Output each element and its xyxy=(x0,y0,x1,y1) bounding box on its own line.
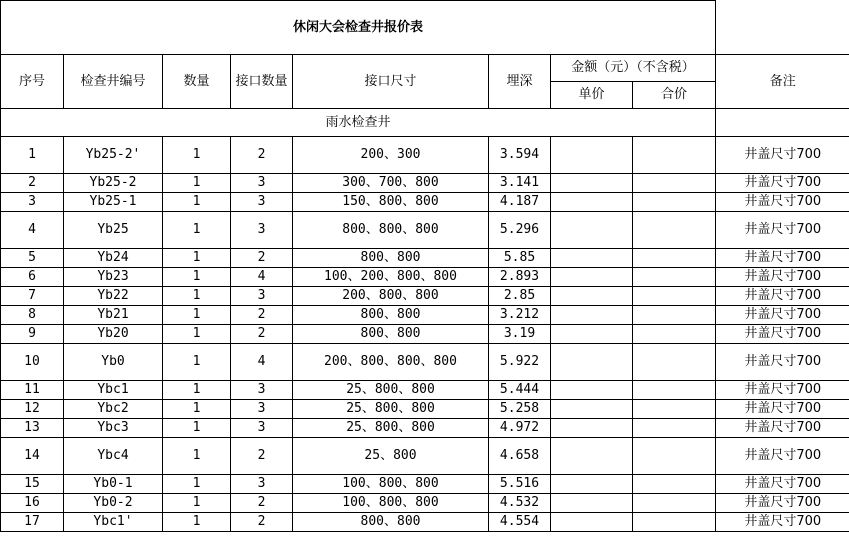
section-label: 雨水检查井 xyxy=(1,109,716,137)
header-depth: 埋深 xyxy=(489,55,551,109)
row-total-price[interactable] xyxy=(633,438,716,475)
row-total-price[interactable] xyxy=(633,400,716,419)
row-port-size[interactable]: 100、800、800 xyxy=(293,475,489,494)
row-remark[interactable]: 井盖尺寸700 xyxy=(716,344,849,381)
row-port-size[interactable]: 25、800 xyxy=(293,438,489,475)
row-remark[interactable]: 井盖尺寸700 xyxy=(716,306,849,325)
row-qty[interactable]: 1 xyxy=(163,381,231,400)
row-qty[interactable]: 1 xyxy=(163,400,231,419)
row-code[interactable]: Ybc4 xyxy=(64,438,163,475)
row-port-size[interactable]: 100、800、800 xyxy=(293,494,489,513)
empty-cell[interactable] xyxy=(716,109,849,137)
row-qty[interactable]: 1 xyxy=(163,494,231,513)
row-depth[interactable]: 3.594 xyxy=(489,137,551,174)
row-total-price[interactable] xyxy=(633,325,716,344)
row-code[interactable]: Yb20 xyxy=(64,325,163,344)
row-port-size[interactable]: 800、800、800 xyxy=(293,212,489,249)
header-port-qty: 接口数量 xyxy=(231,55,293,109)
row-port-qty[interactable]: 2 xyxy=(231,438,293,475)
row-remark[interactable]: 井盖尺寸700 xyxy=(716,513,849,532)
row-seq[interactable]: 7 xyxy=(1,287,64,306)
row-remark[interactable]: 井盖尺寸700 xyxy=(716,193,849,212)
row-qty[interactable]: 1 xyxy=(163,344,231,381)
row-port-qty[interactable]: 4 xyxy=(231,268,293,287)
row-remark[interactable]: 井盖尺寸700 xyxy=(716,381,849,400)
row-total-price[interactable] xyxy=(633,306,716,325)
row-total-price[interactable] xyxy=(633,513,716,532)
row-qty[interactable]: 1 xyxy=(163,325,231,344)
row-depth[interactable]: 2.85 xyxy=(489,287,551,306)
header-total-price: 合价 xyxy=(633,82,716,109)
row-seq[interactable]: 15 xyxy=(1,475,64,494)
title-row xyxy=(1,1,849,55)
row-unit-price[interactable] xyxy=(551,137,633,174)
row-qty[interactable]: 1 xyxy=(163,212,231,249)
row-remark[interactable]: 井盖尺寸700 xyxy=(716,268,849,287)
header-row-1 xyxy=(1,55,849,82)
row-port-size[interactable]: 200、800、800 xyxy=(293,287,489,306)
row-port-qty[interactable]: 3 xyxy=(231,212,293,249)
row-code[interactable]: Yb23 xyxy=(64,268,163,287)
row-port-qty[interactable]: 2 xyxy=(231,137,293,174)
row-seq[interactable]: 2 xyxy=(1,174,64,193)
row-seq[interactable]: 3 xyxy=(1,193,64,212)
row-port-size[interactable]: 200、300 xyxy=(293,137,489,174)
table-row xyxy=(1,249,849,268)
row-total-price[interactable] xyxy=(633,137,716,174)
row-qty[interactable]: 1 xyxy=(163,249,231,268)
row-seq[interactable]: 13 xyxy=(1,419,64,438)
row-port-qty[interactable]: 3 xyxy=(231,400,293,419)
row-qty[interactable]: 1 xyxy=(163,268,231,287)
row-port-qty[interactable]: 2 xyxy=(231,494,293,513)
row-code[interactable]: Yb25-2' xyxy=(64,137,163,174)
row-qty[interactable]: 1 xyxy=(163,438,231,475)
row-depth[interactable]: 4.972 xyxy=(489,419,551,438)
row-total-price[interactable] xyxy=(633,287,716,306)
row-unit-price[interactable] xyxy=(551,287,633,306)
row-unit-price[interactable] xyxy=(551,344,633,381)
table-row xyxy=(1,438,849,475)
row-unit-price[interactable] xyxy=(551,513,633,532)
row-seq[interactable]: 10 xyxy=(1,344,64,381)
table-row xyxy=(1,325,849,344)
table-row xyxy=(1,137,849,174)
row-depth[interactable]: 2.893 xyxy=(489,268,551,287)
row-unit-price[interactable] xyxy=(551,475,633,494)
row-depth[interactable]: 4.554 xyxy=(489,513,551,532)
row-unit-price[interactable] xyxy=(551,325,633,344)
row-remark[interactable]: 井盖尺寸700 xyxy=(716,325,849,344)
row-total-price[interactable] xyxy=(633,174,716,193)
row-total-price[interactable] xyxy=(633,419,716,438)
table-row xyxy=(1,494,849,513)
row-qty[interactable]: 1 xyxy=(163,306,231,325)
row-code[interactable]: Yb24 xyxy=(64,249,163,268)
row-depth[interactable]: 5.516 xyxy=(489,475,551,494)
row-unit-price[interactable] xyxy=(551,494,633,513)
row-unit-price[interactable] xyxy=(551,438,633,475)
row-port-qty[interactable]: 3 xyxy=(231,287,293,306)
row-unit-price[interactable] xyxy=(551,306,633,325)
row-unit-price[interactable] xyxy=(551,381,633,400)
row-port-qty[interactable]: 2 xyxy=(231,325,293,344)
row-qty[interactable]: 1 xyxy=(163,419,231,438)
row-total-price[interactable] xyxy=(633,475,716,494)
row-port-qty[interactable]: 3 xyxy=(231,174,293,193)
row-remark[interactable]: 井盖尺寸700 xyxy=(716,419,849,438)
row-seq[interactable]: 12 xyxy=(1,400,64,419)
header-remark: 备注 xyxy=(716,55,849,109)
row-code[interactable]: Ybc1' xyxy=(64,513,163,532)
row-depth[interactable]: 5.444 xyxy=(489,381,551,400)
header-code: 检查井编号 xyxy=(64,55,163,109)
row-code[interactable]: Yb22 xyxy=(64,287,163,306)
row-code[interactable]: Yb21 xyxy=(64,306,163,325)
section-row xyxy=(1,109,849,137)
table-row xyxy=(1,381,849,400)
row-port-qty[interactable]: 4 xyxy=(231,344,293,381)
row-total-price[interactable] xyxy=(633,344,716,381)
row-depth[interactable]: 3.141 xyxy=(489,174,551,193)
row-unit-price[interactable] xyxy=(551,174,633,193)
table-row xyxy=(1,193,849,212)
row-qty[interactable]: 1 xyxy=(163,174,231,193)
header-amount: 金额（元）（不含税） xyxy=(551,55,716,82)
row-port-size[interactable]: 150、800、800 xyxy=(293,193,489,212)
table-row xyxy=(1,212,849,249)
row-code[interactable]: Ybc1 xyxy=(64,381,163,400)
table-row xyxy=(1,400,849,419)
row-unit-price[interactable] xyxy=(551,212,633,249)
row-qty[interactable]: 1 xyxy=(163,137,231,174)
row-total-price[interactable] xyxy=(633,249,716,268)
row-seq[interactable]: 11 xyxy=(1,381,64,400)
row-unit-price[interactable] xyxy=(551,249,633,268)
row-port-qty[interactable]: 3 xyxy=(231,381,293,400)
row-port-size[interactable]: 800、800 xyxy=(293,513,489,532)
row-seq[interactable]: 8 xyxy=(1,306,64,325)
row-depth[interactable]: 5.296 xyxy=(489,212,551,249)
row-depth[interactable]: 3.212 xyxy=(489,306,551,325)
row-seq[interactable]: 1 xyxy=(1,137,64,174)
row-code[interactable]: Yb25-1 xyxy=(64,193,163,212)
row-remark[interactable]: 井盖尺寸700 xyxy=(716,438,849,475)
row-seq[interactable]: 4 xyxy=(1,212,64,249)
row-port-qty[interactable]: 3 xyxy=(231,419,293,438)
row-total-price[interactable] xyxy=(633,268,716,287)
row-total-price[interactable] xyxy=(633,193,716,212)
row-total-price[interactable] xyxy=(633,381,716,400)
row-seq[interactable]: 17 xyxy=(1,513,64,532)
row-port-size[interactable]: 800、800 xyxy=(293,306,489,325)
header-port-size: 接口尺寸 xyxy=(293,55,489,109)
row-qty[interactable]: 1 xyxy=(163,475,231,494)
row-remark[interactable]: 井盖尺寸700 xyxy=(716,400,849,419)
row-port-qty[interactable]: 3 xyxy=(231,193,293,212)
row-qty[interactable]: 1 xyxy=(163,513,231,532)
row-code[interactable]: Ybc3 xyxy=(64,419,163,438)
row-depth[interactable]: 5.85 xyxy=(489,249,551,268)
row-depth[interactable]: 5.258 xyxy=(489,400,551,419)
row-code[interactable]: Yb25 xyxy=(64,212,163,249)
header-unit-price: 单价 xyxy=(551,82,633,109)
row-qty[interactable]: 1 xyxy=(163,287,231,306)
row-port-size[interactable]: 300、700、800 xyxy=(293,174,489,193)
table-row xyxy=(1,306,849,325)
row-port-size[interactable]: 25、800、800 xyxy=(293,400,489,419)
table-row xyxy=(1,344,849,381)
row-code[interactable]: Yb0 xyxy=(64,344,163,381)
row-port-size[interactable]: 25、800、800 xyxy=(293,419,489,438)
row-port-qty[interactable]: 2 xyxy=(231,306,293,325)
row-seq[interactable]: 14 xyxy=(1,438,64,475)
row-port-size[interactable]: 25、800、800 xyxy=(293,381,489,400)
table-row xyxy=(1,174,849,193)
row-total-price[interactable] xyxy=(633,212,716,249)
row-seq[interactable]: 16 xyxy=(1,494,64,513)
header-qty: 数量 xyxy=(163,55,231,109)
row-remark[interactable]: 井盖尺寸700 xyxy=(716,494,849,513)
row-port-qty[interactable]: 2 xyxy=(231,249,293,268)
row-remark[interactable]: 井盖尺寸700 xyxy=(716,249,849,268)
row-depth[interactable]: 3.19 xyxy=(489,325,551,344)
row-seq[interactable]: 6 xyxy=(1,268,64,287)
row-qty[interactable]: 1 xyxy=(163,193,231,212)
row-seq[interactable]: 5 xyxy=(1,249,64,268)
row-port-size[interactable]: 200、800、800、800 xyxy=(293,344,489,381)
row-seq[interactable]: 9 xyxy=(1,325,64,344)
row-unit-price[interactable] xyxy=(551,193,633,212)
row-port-size[interactable]: 800、800 xyxy=(293,249,489,268)
row-code[interactable]: Yb25-2 xyxy=(64,174,163,193)
sheet-title: 休闲大会检查井报价表 xyxy=(1,1,716,55)
row-unit-price[interactable] xyxy=(551,268,633,287)
table-row xyxy=(1,513,849,532)
empty-cell[interactable] xyxy=(716,1,849,55)
row-unit-price[interactable] xyxy=(551,400,633,419)
row-depth[interactable]: 4.532 xyxy=(489,494,551,513)
row-remark[interactable]: 井盖尺寸700 xyxy=(716,212,849,249)
row-remark[interactable]: 井盖尺寸700 xyxy=(716,174,849,193)
table-row xyxy=(1,268,849,287)
table-row xyxy=(1,475,849,494)
row-depth[interactable]: 5.922 xyxy=(489,344,551,381)
row-code[interactable]: Ybc2 xyxy=(64,400,163,419)
table-row xyxy=(1,419,849,438)
row-port-size[interactable]: 100、200、800、800 xyxy=(293,268,489,287)
row-remark[interactable]: 井盖尺寸700 xyxy=(716,287,849,306)
row-depth[interactable]: 4.658 xyxy=(489,438,551,475)
header-seq: 序号 xyxy=(1,55,64,109)
row-depth[interactable]: 4.187 xyxy=(489,193,551,212)
row-port-qty[interactable]: 2 xyxy=(231,513,293,532)
row-port-qty[interactable]: 3 xyxy=(231,475,293,494)
row-unit-price[interactable] xyxy=(551,419,633,438)
row-remark[interactable]: 井盖尺寸700 xyxy=(716,137,849,174)
row-code[interactable]: Yb0-1 xyxy=(64,475,163,494)
row-total-price[interactable] xyxy=(633,494,716,513)
row-remark[interactable]: 井盖尺寸700 xyxy=(716,475,849,494)
table-row xyxy=(1,287,849,306)
row-code[interactable]: Yb0-2 xyxy=(64,494,163,513)
row-port-size[interactable]: 800、800 xyxy=(293,325,489,344)
